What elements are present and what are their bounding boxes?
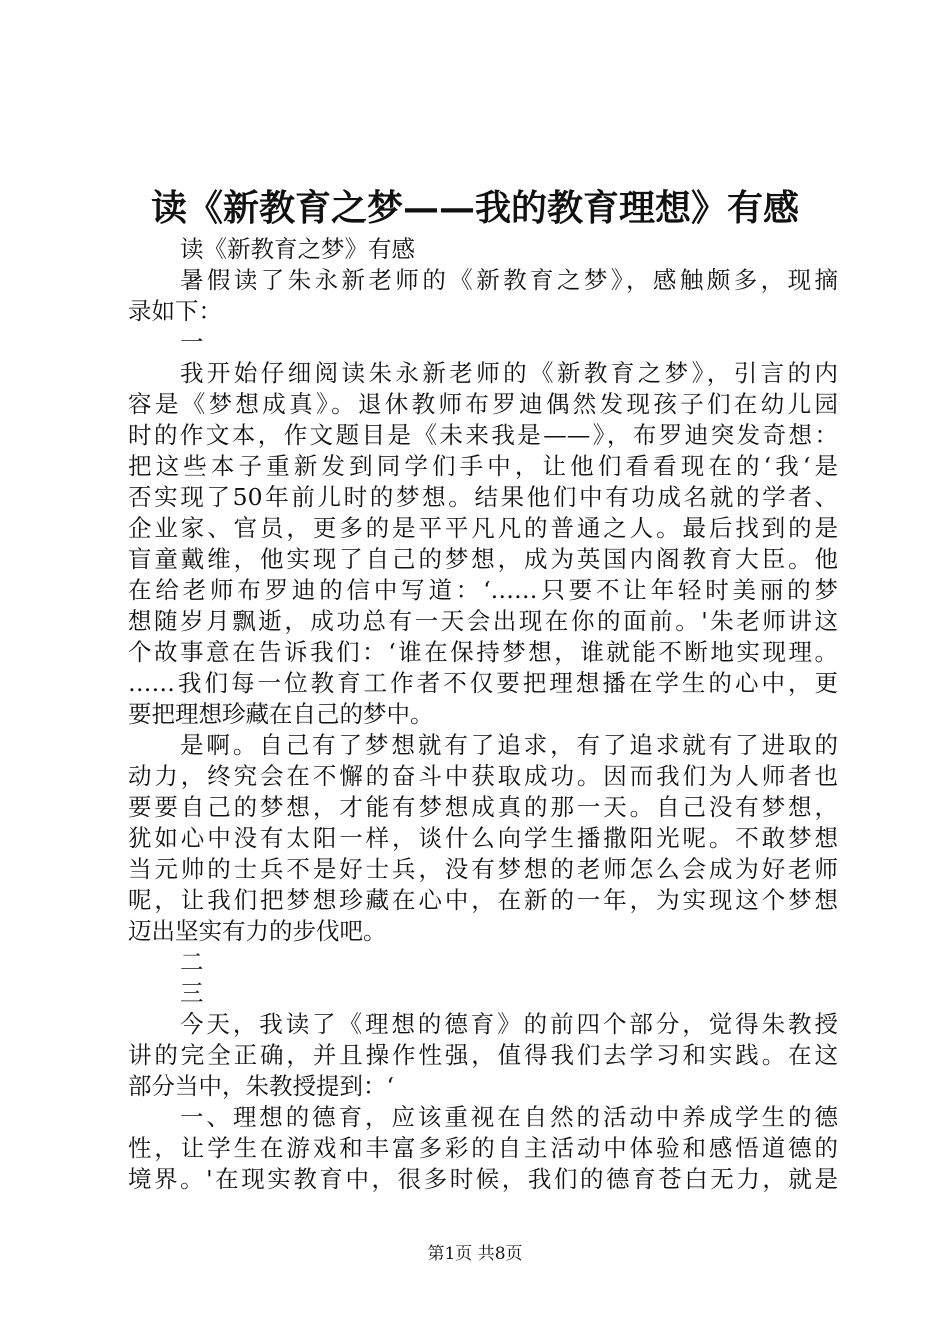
text-line: 容是《梦想成真》。退休教师布罗迪偶然发现孩子们在幼儿园 bbox=[128, 390, 838, 418]
text-line: 犹如心中没有太阳一样，谈什么向学生播撒阳光呢。不敢梦想 bbox=[128, 824, 838, 852]
text-line: 当元帅的士兵不是好士兵，没有梦想的老师怎么会成为好老师 bbox=[128, 855, 838, 883]
page-number: 第1页 共8页 bbox=[427, 1244, 523, 1264]
text-line: 在给老师布罗迪的信中写道：‘……只要不让年轻时美丽的梦 bbox=[128, 576, 838, 604]
text-line: 读《新教育之梦》有感 bbox=[180, 235, 415, 263]
text-line: 二 bbox=[180, 948, 204, 976]
text-line: 时的作文本，作文题目是《未来我是——》，布罗迪突发奇想： bbox=[128, 421, 838, 449]
text-line: 是啊。自己有了梦想就有了追求，有了追求就有了进取的 bbox=[180, 731, 838, 759]
text-line: 把这些本子重新发到同学们手中，让他们看看现在的‘我‘是 bbox=[128, 452, 838, 480]
text-line: ……我们每一位教育工作者不仅要把理想播在学生的心中，更 bbox=[128, 669, 838, 697]
text-line: 暑假读了朱永新老师的《新教育之梦》，感触颇多，现摘 bbox=[180, 266, 838, 294]
text-line: 性，让学生在游戏和丰富多彩的自主活动中体验和感悟道德的 bbox=[128, 1134, 838, 1162]
text-line: 境界。'在现实教育中，很多时候，我们的德育苍白无力，就是 bbox=[128, 1165, 838, 1193]
text-line: 盲童戴维，他实现了自己的梦想，成为英国内阁教育大臣。他 bbox=[128, 545, 838, 573]
text-line: 一 bbox=[180, 328, 204, 356]
document-body bbox=[128, 234, 838, 1195]
text-line: 讲的完全正确，并且操作性强，值得我们去学习和实践。在这 bbox=[128, 1041, 838, 1069]
text-line: 要把理想珍藏在自己的梦中。 bbox=[128, 700, 434, 728]
text-line: 今天，我读了《理想的德育》的前四个部分，觉得朱教授 bbox=[180, 1010, 838, 1038]
text-line: 动力，终究会在不懈的奋斗中获取成功。因而我们为人师者也 bbox=[128, 762, 838, 790]
text-line: 企业家、官员，更多的是平平凡凡的普通之人。最后找到的是 bbox=[128, 514, 838, 542]
text-line: 我开始仔细阅读朱永新老师的《新教育之梦》，引言的内 bbox=[180, 359, 838, 387]
text-line: 一、理想的德育，应该重视在自然的活动中养成学生的德 bbox=[180, 1103, 838, 1131]
text-line: 想随岁月飘逝，成功总有一天会出现在你的面前。'朱老师讲这 bbox=[128, 607, 838, 635]
text-line: 否实现了50年前儿时的梦想。结果他们中有功成名就的学者、 bbox=[128, 483, 838, 511]
text-line: 录如下： bbox=[128, 297, 222, 325]
text-line: 要要自己的梦想，才能有梦想成真的那一天。自己没有梦想， bbox=[128, 793, 838, 821]
document-title: 读《新教育之梦——我的教育理想》有感 bbox=[150, 187, 799, 229]
text-line: 个故事意在告诉我们：‘谁在保持梦想，谁就能不断地实现理。 bbox=[128, 638, 838, 666]
text-line: 部分当中，朱教授提到：‘ bbox=[128, 1072, 394, 1100]
text-line: 迈出坚实有力的步伐吧。 bbox=[128, 917, 387, 945]
text-line: 呢，让我们把梦想珍藏在心中，在新的一年，为实现这个梦想 bbox=[128, 886, 838, 914]
text-line: 三 bbox=[180, 979, 204, 1007]
